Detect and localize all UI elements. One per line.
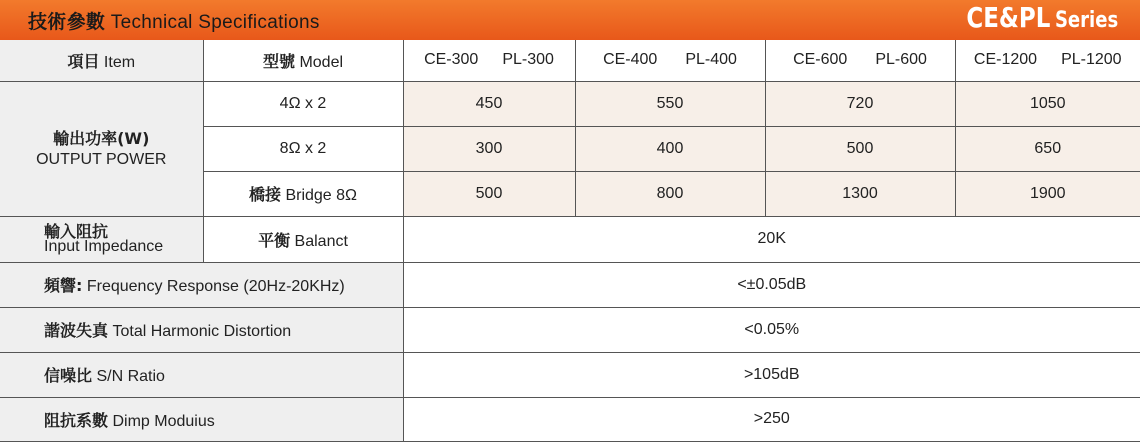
load-4ohm: 4Ω x 2: [203, 81, 403, 126]
table-row: [0, 262, 1140, 307]
table-header-row: [0, 40, 1140, 81]
damping-label: 阻抗系數 Dimp Moduius: [0, 397, 403, 441]
thd-value: <0.05%: [403, 307, 1140, 352]
spec-header: [0, 0, 1140, 40]
input-impedance-label: 輸入阻抗 Input Impedance: [0, 216, 203, 262]
spec-table: [0, 40, 1140, 442]
power-value: 1050: [955, 81, 1140, 126]
model-column-header: 型號 Model: [203, 40, 403, 81]
power-value: 500: [403, 171, 575, 216]
power-value: 300: [403, 126, 575, 171]
power-value: 450: [403, 81, 575, 126]
power-value: 500: [765, 126, 955, 171]
damping-value: >250: [403, 397, 1140, 441]
power-value: 650: [955, 126, 1140, 171]
power-value: 800: [575, 171, 765, 216]
power-value: 550: [575, 81, 765, 126]
model-header-600: CE-600 PL-600: [765, 40, 955, 81]
model-header-1200: CE-1200 PL-1200: [955, 40, 1140, 81]
table-row: [0, 397, 1140, 441]
power-value: 400: [575, 126, 765, 171]
input-type: 平衡 Balanct: [203, 216, 403, 262]
power-value: 720: [765, 81, 955, 126]
sn-ratio-value: >105dB: [403, 352, 1140, 397]
header-title-en: Technical Specifications: [110, 12, 320, 33]
frequency-response-value: <±0.05dB: [403, 262, 1140, 307]
load-8ohm: 8Ω x 2: [203, 126, 403, 171]
header-title-zh: 技術參數: [28, 11, 106, 33]
series-suffix: Series: [1054, 8, 1118, 33]
output-power-label: 輸出功率(W) OUTPUT POWER: [0, 81, 203, 216]
table-row: [0, 352, 1140, 397]
series-badge: [966, 1, 1118, 34]
model-header-300: CE-300 PL-300: [403, 40, 575, 81]
load-bridge: 橋接 Bridge 8Ω: [203, 171, 403, 216]
item-column-header: 項目 Item: [0, 40, 203, 81]
frequency-response-label: 頻響: Frequency Response (20Hz-20KHz): [0, 262, 403, 307]
model-header-400: CE-400 PL-400: [575, 40, 765, 81]
table-row: [0, 307, 1140, 352]
table-row: [0, 81, 1140, 126]
power-value: 1900: [955, 171, 1140, 216]
input-impedance-value: 20K: [403, 216, 1140, 262]
sn-ratio-label: 信噪比 S/N Ratio: [0, 352, 403, 397]
header-title: [28, 7, 320, 34]
series-main: CE&PL: [966, 1, 1051, 34]
power-value: 1300: [765, 171, 955, 216]
thd-label: 諧波失真 Total Harmonic Distortion: [0, 307, 403, 352]
table-row: [0, 216, 1140, 262]
